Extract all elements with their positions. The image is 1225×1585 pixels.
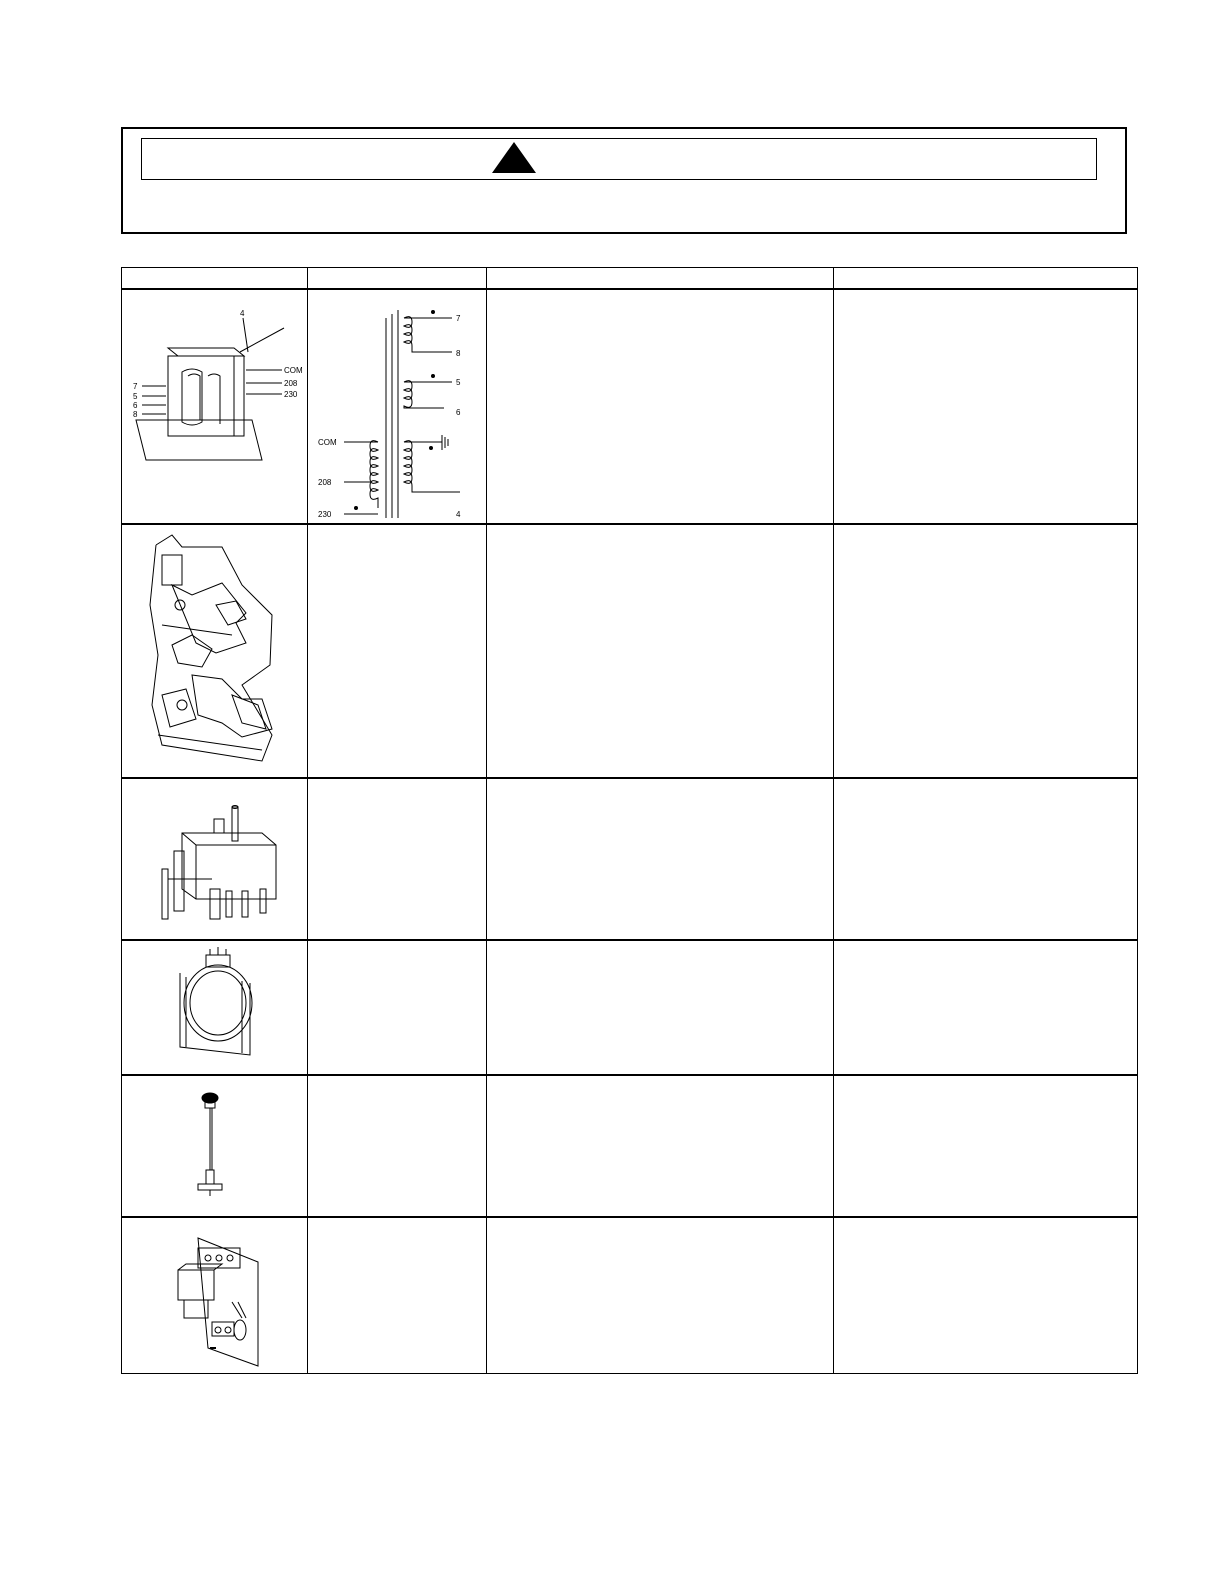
switch-illustration	[122, 779, 306, 937]
transformer-illustration	[122, 290, 306, 520]
component-illustration-cell	[122, 778, 308, 940]
schematic-cell	[308, 524, 487, 777]
notes-cell	[834, 289, 1138, 524]
description-cell	[487, 1075, 834, 1217]
description-cell	[487, 1217, 834, 1373]
parts-table	[121, 267, 1138, 1374]
schematic-label-230: 230	[318, 510, 332, 519]
warning-triangle-icon	[491, 141, 537, 174]
schematic-label-7: 7	[456, 314, 461, 323]
schematic-label-com: COM	[318, 438, 337, 447]
relay-bracket-illustration	[122, 525, 306, 773]
terminal-label-208: 208	[284, 379, 298, 388]
terminal-label-8: 8	[133, 410, 138, 419]
notes-cell	[834, 778, 1138, 940]
description-cell	[487, 524, 834, 777]
table-header-row	[122, 268, 1138, 290]
schematic-cell	[308, 289, 487, 524]
schematic-label-6: 6	[456, 408, 461, 417]
table-row	[122, 1217, 1138, 1373]
schematic-cell	[308, 1075, 487, 1217]
description-cell	[487, 778, 834, 940]
component-illustration-cell	[122, 940, 308, 1075]
header-cell-2	[308, 268, 487, 290]
schematic-cell	[308, 940, 487, 1075]
schematic-label-208: 208	[318, 478, 332, 487]
ring-assembly-illustration	[122, 941, 306, 1071]
schematic-label-8: 8	[456, 349, 461, 358]
component-illustration-cell	[122, 1217, 308, 1373]
schematic-cell	[308, 778, 487, 940]
table-row	[122, 1075, 1138, 1217]
header-cell-1	[122, 268, 308, 290]
description-cell	[487, 940, 834, 1075]
description-cell	[487, 289, 834, 524]
sensor-probe-illustration	[122, 1076, 306, 1214]
table-row	[122, 289, 1138, 524]
notes-cell	[834, 940, 1138, 1075]
component-illustration-cell	[122, 1075, 308, 1217]
schematic-cell	[308, 1217, 487, 1373]
notes-cell	[834, 1075, 1138, 1217]
component-illustration-cell	[122, 524, 308, 777]
transformer-schematic	[308, 290, 485, 520]
schematic-label-4: 4	[456, 510, 461, 519]
warning-header-bar	[141, 138, 1097, 180]
warning-box	[121, 127, 1127, 234]
terminal-label-7: 7	[133, 382, 138, 391]
table-row	[122, 940, 1138, 1075]
table-row	[122, 778, 1138, 940]
notes-cell	[834, 524, 1138, 777]
notes-cell	[834, 1217, 1138, 1373]
schematic-label-5: 5	[456, 378, 461, 387]
connector-plate-illustration	[122, 1218, 306, 1370]
terminal-label-com: COM	[284, 366, 303, 375]
terminal-label-230: 230	[284, 390, 298, 399]
header-cell-3	[487, 268, 834, 290]
component-illustration-cell	[122, 289, 308, 524]
header-cell-4	[834, 268, 1138, 290]
terminal-label-4: 4	[240, 309, 245, 318]
table-row	[122, 524, 1138, 777]
terminal-label-5: 5	[133, 392, 138, 401]
terminal-label-6: 6	[133, 401, 138, 410]
